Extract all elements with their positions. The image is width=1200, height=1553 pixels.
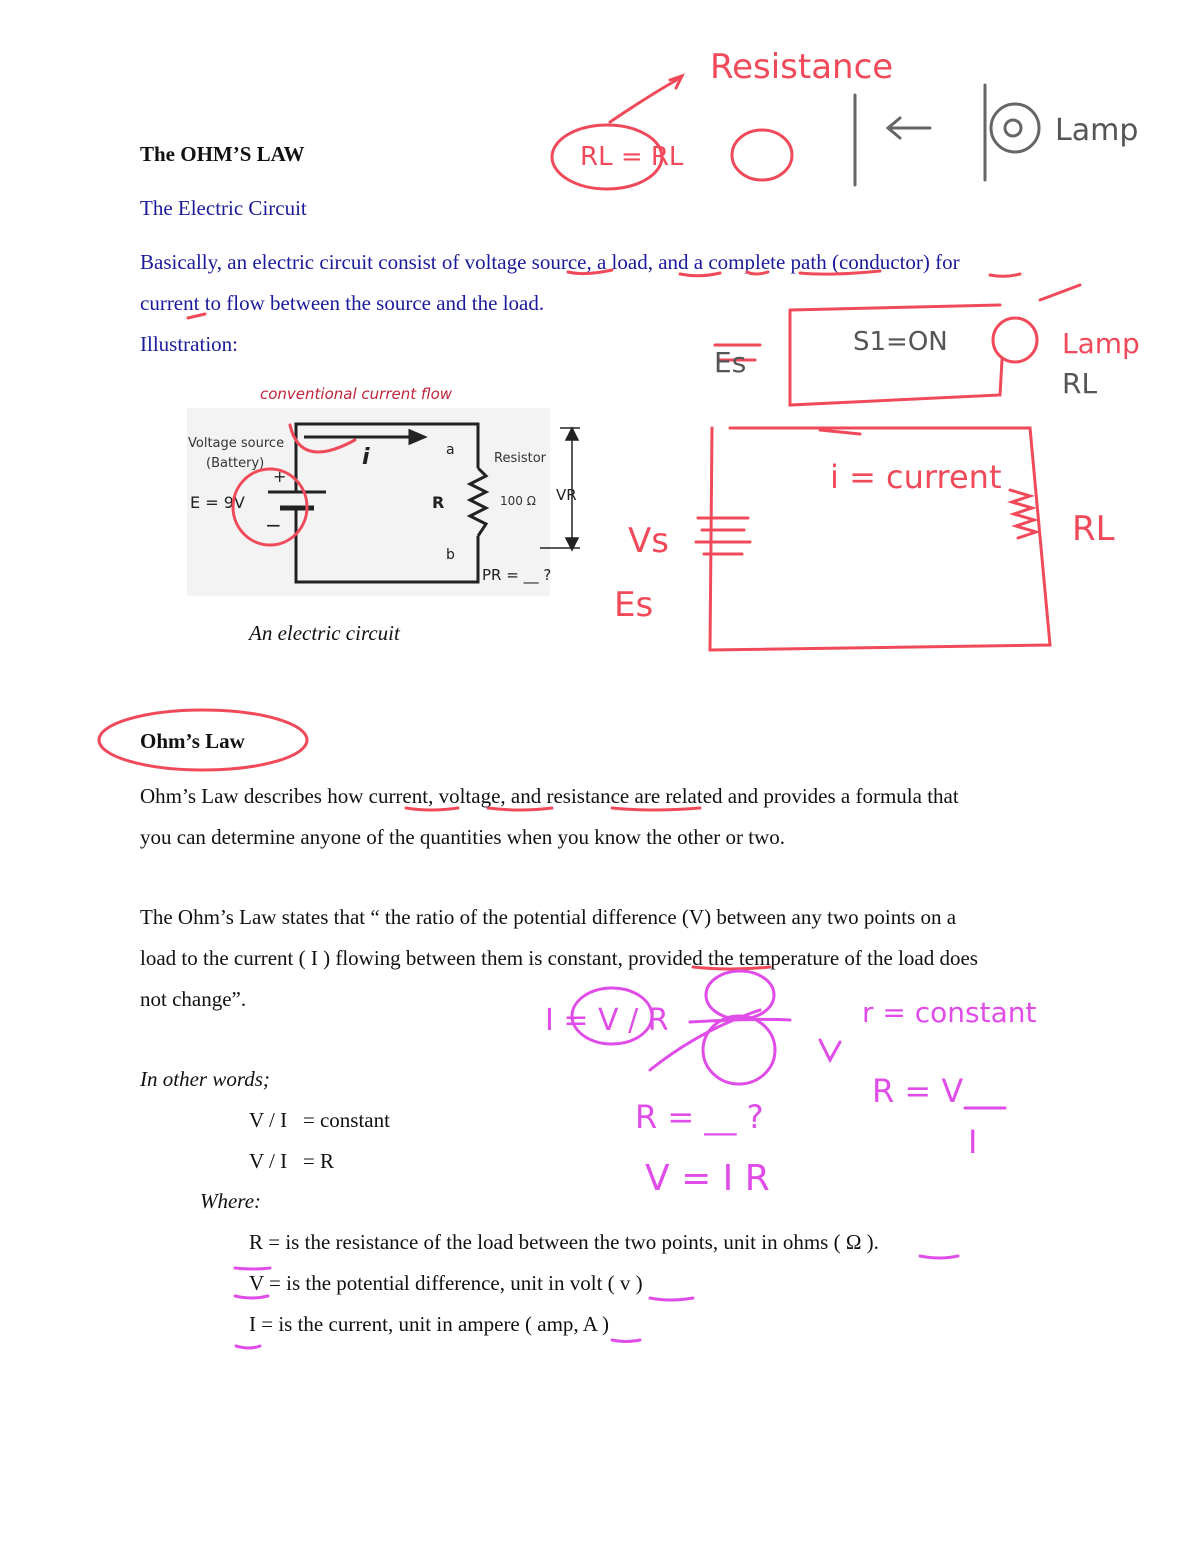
definition-v: V = is the potential difference, unit in volt ( v ) <box>249 1271 643 1295</box>
where-label: Where: <box>200 1189 262 1213</box>
lamp-note: Lamp <box>1055 113 1139 148</box>
v-equals-ir-note: V = I R <box>645 1158 770 1199</box>
rl-equals-note: RL = RL <box>580 142 684 172</box>
rl-circle-2 <box>732 130 792 180</box>
equation-r: V / I = R <box>249 1149 334 1173</box>
desc-line-2: you can determine anyone of the quantities when you know the other or two. <box>140 825 785 849</box>
minus-sign: − <box>265 513 282 537</box>
statement-line-3: not change”. <box>140 987 247 1011</box>
illustration-label: Illustration: <box>140 332 238 356</box>
node-b-label: b <box>446 547 455 563</box>
statement-line-1: The Ohm’s Law states that “ the ratio of the potential difference (V) between any two points on a <box>140 905 957 929</box>
node-a-label: a <box>446 442 455 458</box>
page-title: The OHM’S LAW <box>140 142 305 166</box>
intro-paragraph <box>140 242 1090 365</box>
r-formula-bottom: I <box>968 1123 978 1161</box>
ohms-law-description <box>140 776 1090 858</box>
r-formula-top: R = V <box>872 1072 964 1110</box>
rl-note: RL <box>1062 367 1098 400</box>
r-unknown-note: R = __ ? <box>635 1098 764 1136</box>
section-subtitle: The Electric Circuit <box>140 196 307 220</box>
vs-note: Vs <box>628 521 669 561</box>
vr-label: VR <box>556 486 577 504</box>
in-other-words: In other words; <box>140 1067 270 1091</box>
lamp-note-2: Lamp <box>1062 327 1140 360</box>
switch-on-note: S1=ON <box>853 327 948 357</box>
resistance-arrow <box>610 78 680 122</box>
r-constant-note: r = constant <box>862 996 1037 1029</box>
i-equals-v-over-r: I = V / R <box>545 1003 669 1038</box>
emf-label: E = 9V <box>190 493 245 512</box>
conventional-flow-label: conventional current flow <box>260 385 453 403</box>
ohms-law-title: Ohm’s Law <box>140 729 245 753</box>
definition-i: I = is the current, unit in ampere ( amp, A ) <box>249 1312 609 1336</box>
resistor-symbol-label: R <box>432 493 445 512</box>
plus-sign: + <box>273 467 287 486</box>
resistor-label: Resistor <box>494 451 546 466</box>
resistor-value: 100 Ω <box>500 494 536 508</box>
circuit-figure <box>187 408 550 596</box>
current-note: i = current <box>830 458 1002 496</box>
intro-line-1: Basically, an electric circuit consist of voltage source, a load, and a complete path (conductor) for <box>140 250 960 274</box>
figure-caption: An electric circuit <box>249 621 400 645</box>
statement-line-2: load to the current ( I ) flowing between them is constant, provided the temperature of the load does <box>140 946 978 970</box>
battery-label: (Battery) <box>206 456 265 471</box>
hand-circuit-loop <box>710 428 1050 650</box>
pr-label: PR = __ ? <box>482 566 552 584</box>
voltage-source-label: Voltage source <box>188 436 285 451</box>
r-circle <box>703 1016 775 1084</box>
rl-right-note: RL <box>1072 509 1115 549</box>
current-symbol: i <box>362 445 370 470</box>
intro-line-2: current to flow between the source and the load. <box>140 291 545 315</box>
ohms-law-statement <box>140 897 1090 1020</box>
desc-line-1: Ohm’s Law describes how current, voltage, and resistance are related and provides a formula that <box>140 784 959 808</box>
es-top-note: Es <box>714 346 747 379</box>
resistance-note: Resistance <box>710 47 894 87</box>
rl-circle <box>552 125 662 189</box>
definition-r: R = is the resistance of the load between the two points, unit in ohms ( Ω ). <box>249 1230 879 1254</box>
equation-constant: V / I = constant <box>249 1108 390 1132</box>
es-note: Es <box>614 585 654 625</box>
